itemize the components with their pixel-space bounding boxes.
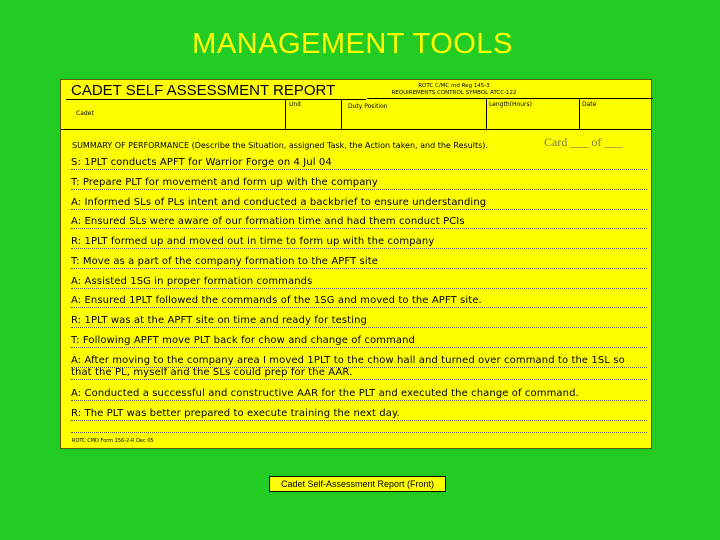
page-title: MANAGEMENT TOOLS (192, 28, 513, 60)
summary-label: SUMMARY OF PERFORMANCE (Describe the Situation, assigned Task, the Action taken, and the Results). (72, 141, 488, 150)
regulation-block (379, 83, 529, 97)
control-symbol-text: REQUIREMENTS CONTROL SYMBOL ATCC-122 (391, 90, 517, 96)
entry-line: T: Move as a part of the company formation to the APFT site (71, 256, 379, 267)
entry-line: R: 1PLT was at the APFT site on time and ready for testing (71, 315, 367, 326)
ruled-line (71, 268, 647, 269)
entry-line: A: Ensured SLs were aware of our formation time and had them conduct PCIs (71, 216, 465, 227)
ruled-line (71, 209, 647, 210)
self-assessment-card (60, 79, 652, 449)
ruled-line (71, 327, 647, 328)
header-rule (367, 98, 653, 99)
ruled-line (71, 400, 647, 401)
entry-line: S: 1PLT conducts APFT for Warrior Forge on 4 Jul 04 (71, 157, 332, 168)
entry-line: T: Following APFT move PLT back for chow and change of command (71, 335, 416, 346)
header-divider (579, 99, 580, 129)
duty-position-label: Duty Position (348, 103, 388, 110)
ruled-line (71, 189, 647, 190)
ruled-line (71, 367, 647, 368)
card-heading: CADET SELF ASSESSMENT REPORT (71, 82, 336, 99)
header-divider (486, 99, 487, 129)
entry-line: A: Conducted a successful and constructive AAR for the PLT and executed the change of command. (71, 388, 579, 399)
form-id: ROTC CMD Form 156-2-R Dec 05 (72, 438, 154, 444)
entry-line: R: 1PLT formed up and moved out in time to form up with the company (71, 236, 435, 247)
ruled-line (71, 347, 647, 348)
ruled-line (71, 169, 647, 170)
entry-line: A: Ensured 1PLT followed the commands of the 1SG and moved to the APFT site. (71, 295, 482, 306)
card-number: Card ___ of ___ (544, 135, 623, 149)
entry-line: A: After moving to the company area I moved 1PLT to the chow hall and turned over command to the 1SL so that the PL, myself and the SLs could prep for the AAR. (71, 355, 625, 378)
unit-label: Unit (289, 101, 302, 108)
header-bottom-rule (61, 129, 651, 130)
heading-underline (66, 99, 366, 100)
length-label: Length(Hours) (489, 101, 532, 108)
entry-line: T: Prepare PLT for movement and form up with the company (71, 177, 378, 188)
entry-line: R: The PLT was better prepared to execute training the next day. (71, 408, 400, 419)
regulation-text: ROTC C/MC md Reg 145-3 (418, 83, 490, 89)
header-divider (285, 99, 286, 129)
ruled-line (71, 248, 647, 249)
slide-caption: Cadet Self-Assessment Report (Front) (269, 476, 446, 492)
ruled-line (71, 432, 647, 433)
ruled-line (71, 379, 647, 380)
ruled-line (71, 307, 647, 308)
header-divider (341, 99, 342, 129)
ruled-line (71, 288, 647, 289)
cadet-label: Cadet (76, 110, 94, 117)
ruled-line (71, 228, 647, 229)
ruled-line (71, 420, 647, 421)
entry-line: A: Informed SLs of PLs intent and conducted a backbrief to ensure understanding (71, 197, 487, 208)
entry-line: A: Assisted 1SG in proper formation commands (71, 276, 313, 287)
date-label: Date (582, 101, 597, 108)
